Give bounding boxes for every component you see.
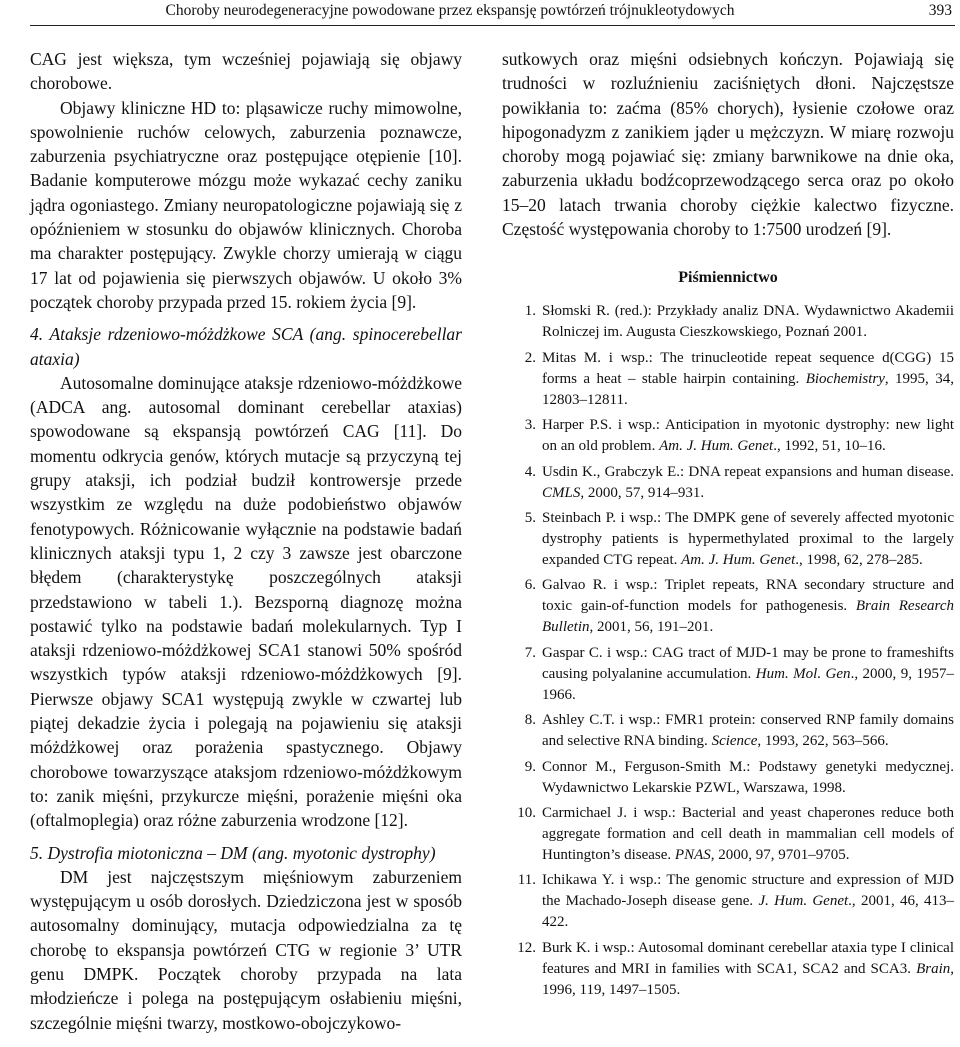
reference-number: 12. xyxy=(517,939,536,956)
reference-journal: Am. J. Hum. Genet xyxy=(681,551,796,568)
references-heading: Piśmiennictwo xyxy=(678,269,778,287)
reference-number: 6. xyxy=(524,577,536,594)
reference-text: Gaspar C. i wsp.: CAG tract of MJD-1 may be prone to frameshifts causing polyalanine accumulation. xyxy=(542,644,954,682)
reference-journal: Hum. Mol. Gen xyxy=(755,665,851,682)
left-column xyxy=(30,47,462,1035)
reference-citation: ., 2001, 46, 413–422. xyxy=(542,893,955,931)
reference-text: Ashley C.T. i wsp.: FMR1 protein: conserved RNP family domains and selective RNA binding. xyxy=(542,712,954,750)
reference-number: 3. xyxy=(524,417,536,434)
paragraph-continuation: CAG jest większa, tym wcześniej pojawiają się objawy chorobowe. xyxy=(30,49,462,94)
reference-item xyxy=(502,870,954,933)
reference-citation: ., 1998, 62, 278–285. xyxy=(795,551,923,568)
paragraph-dm: DM jest najczęstszym mięśniowym zaburzeniem występującym u osób dorosłych. Dziedziczona jest w sposób autosomalny dominujący, mutacja odpowiedzialna za tę chorobę to ekspansja powtórzeń CTG w regionie 3’ UTR genu DMPK. Początek choroby przypada na lata młodzieńcze i polega na postępującym osłabieniu mięśni, szczególnie mięśni twarzy, mostkowo-obojczykowo- xyxy=(30,866,462,1033)
reference-number: 5. xyxy=(524,509,536,526)
reference-citation: , 2000, 57, 914–931. xyxy=(580,484,705,501)
reference-citation: , 1995, 34, 12803–12811. xyxy=(542,370,954,408)
reference-item xyxy=(502,803,954,866)
reference-journal: Brain xyxy=(916,960,951,977)
reference-item xyxy=(502,301,954,343)
reference-item xyxy=(502,575,954,638)
paragraph-dm-continuation: sutkowych oraz mięśni odsiebnych kończyn. Pojawiają się trudności w rozluźnieniu zaciśniętych dłoni. Najczęstsze powikłania to: zaćma (85% chorych), łysienie czołowe oraz hipogonadyzm z zanikiem jąder u mężczyzn. W miarę rozwoju choroby mogą pojawiać się: zmiany barwnikowe na dnie oka, zaburzenia układu bodźcoprzewodzącego serca oraz po około 15–20 latach trwania choroby ciężkie kalectwo fizyczne. Częstość występowania choroby to 1:7500 urodzeń [9]. xyxy=(502,49,954,240)
reference-item xyxy=(502,508,954,571)
reference-journal: PNAS xyxy=(674,846,711,863)
running-header xyxy=(0,0,960,26)
reference-number: 1. xyxy=(524,303,536,320)
section-heading-sca: 4. Ataksje rdzeniowo-móżdżkowe SCA (ang. spinocerebellar ataxia) xyxy=(30,324,462,369)
reference-item xyxy=(502,415,954,457)
reference-citation: ., 2000, 9, 1957–1966. xyxy=(542,665,954,703)
right-column xyxy=(502,47,954,1005)
reference-citation: ., 1992, 51, 10–16. xyxy=(773,438,886,455)
header-rule xyxy=(30,25,955,26)
reference-number: 4. xyxy=(524,463,536,480)
reference-item xyxy=(502,757,954,799)
page-number: 393 xyxy=(928,2,952,19)
reference-text: Carmichael J. i wsp.: Bacterial and yeast chaperones reduce both aggregate formation and cell death in mammalian cell models of Huntington’s disease. xyxy=(542,804,954,863)
reference-citation: , 2000, 97, 9701–9705. xyxy=(710,846,850,863)
reference-citation: , 1993, 262, 563–566. xyxy=(757,733,889,750)
reference-journal: Brain Research Bulletin xyxy=(542,598,954,636)
reference-item xyxy=(502,462,954,504)
references-list xyxy=(502,301,954,1000)
section-heading-dm: 5. Dystrofia miotoniczna – DM (ang. myotonic dystrophy) xyxy=(30,842,436,863)
reference-journal: Biochemistry xyxy=(805,370,885,387)
reference-journal: CMLS xyxy=(542,484,581,501)
reference-text: Burk K. i wsp.: Autosomal dominant cerebellar ataxia type I clinical features and MRI in families with SCA1, SCA2 and SCA3. xyxy=(542,939,954,977)
reference-journal: J. Hum. Genet xyxy=(758,893,849,910)
paragraph-sca: Autosomalne dominujące ataksje rdzeniowo-móżdżkowe (ADCA ang. autosomal dominant cerebellar ataxias) spowodowane są ekspansją powtórzeń CAG [11]. Do momentu odkrycia genów, których mutacje są przyczyną tej grupy ataksji, ich podział budził kontrowersje przede wszystkim ze względu na duże podobieństwo objawów fenotypowych. Różnicowanie wyłącznie na podstawie badań klinicznych ataksji typu 1, 2 czy 3 zawsze jest obarczone błędem (charakterystykę poszczególnych ataksji przedstawiono w tabeli 1.). Bezsporną diagnozę można postawić tylko na podstawie badań molekularnych. Typ I ataksji rdzeniowo-móżdżkowej SCA1 stanowi 50% spośród wszystkich typów ataksji rdzeniowo-móżdżkowych [9]. Pierwsze objawy SCA1 występują zwykle w czwartej lub piątej dekadzie życia i polegają na pojawieniu się ataksji móżdżkowej oraz porażenia spastycznego. Objawy chorobowe towarzyszące ataksjom rdzeniowo-móżdżkowym to: zanik mięśni, przykurcze mięśni, porażenie mięśni oka (oftalmoplegia) oraz różne zaburzenia wrodzone [12]. xyxy=(30,372,462,831)
reference-text: Słomski R. (red.): Przykłady analiz DNA. Wydawnictwo Akademii Rolniczej im. Augusta Cieszkowskiego, Poznań 2001. xyxy=(542,303,954,341)
reference-text: Ichikawa Y. i wsp.: The genomic structure and expression of MJD the Machado-Joseph disease gene. xyxy=(542,872,954,910)
reference-text: Harper P.S. i wsp.: Anticipation in myotonic dystrophy: new light on an old problem. xyxy=(542,417,954,455)
reference-item xyxy=(502,348,954,411)
reference-journal: Am. J. Hum. Genet xyxy=(659,438,774,455)
reference-journal: Science xyxy=(711,733,758,750)
reference-number: 9. xyxy=(524,758,536,775)
reference-item xyxy=(502,643,954,706)
reference-number: 2. xyxy=(524,349,536,366)
reference-text: Usdin K., Grabczyk E.: DNA repeat expansions and human disease. xyxy=(542,463,954,480)
running-title: Choroby neurodegeneracyjne powodowane przez ekspansję powtórzeń trójnukleotydowych xyxy=(165,2,735,19)
reference-item xyxy=(502,938,954,1001)
paragraph-hd-symptoms: Objawy kliniczne HD to: pląsawicze ruchy mimowolne, spowolnienie ruchów celowych, zaburzenia poznawcze, zaburzenia psychiatryczne oraz postępujące otępienie [10]. Badanie komputerowe mózgu może wykazać cechy zaniku jądra ogoniastego. Zmiany neuropatologiczne pojawiają się z opóźnieniem w stosunku do objawów klinicznych. Choroba ma charakter postępujący. Zwykle chorzy umierają w ciągu 17 lat od pojawienia się pierwszych objawów. U około 3% początek choroby przypada przed 15. rokiem życia [9]. xyxy=(30,97,462,312)
reference-number: 11. xyxy=(517,872,536,889)
reference-item xyxy=(502,710,954,752)
reference-text: Galvao R. i wsp.: Triplet repeats, RNA secondary structure and toxic gain-of-function models for pathogenesis. xyxy=(542,577,954,615)
reference-text: Connor M., Ferguson-Smith M.: Podstawy genetyki medycznej. Wydawnictwo Lekarskie PZWL, Warszawa, 1998. xyxy=(542,758,954,796)
reference-text: Steinbach P. i wsp.: The DMPK gene of severely affected myotonic dystrophy patients is hypermethylated proximal to the largely expanded CTG repeat. xyxy=(542,509,954,568)
reference-text: Mitas M. i wsp.: The trinucleotide repeat sequence d(CGG) 15 forms a heat – stable hairpin containing. xyxy=(542,349,954,387)
reference-citation: , 1996, 119, 1497–1505. xyxy=(542,960,954,998)
reference-number: 10. xyxy=(517,804,536,821)
reference-number: 7. xyxy=(524,644,536,661)
reference-number: 8. xyxy=(524,712,536,729)
reference-citation: , 2001, 56, 191–201. xyxy=(589,619,714,636)
